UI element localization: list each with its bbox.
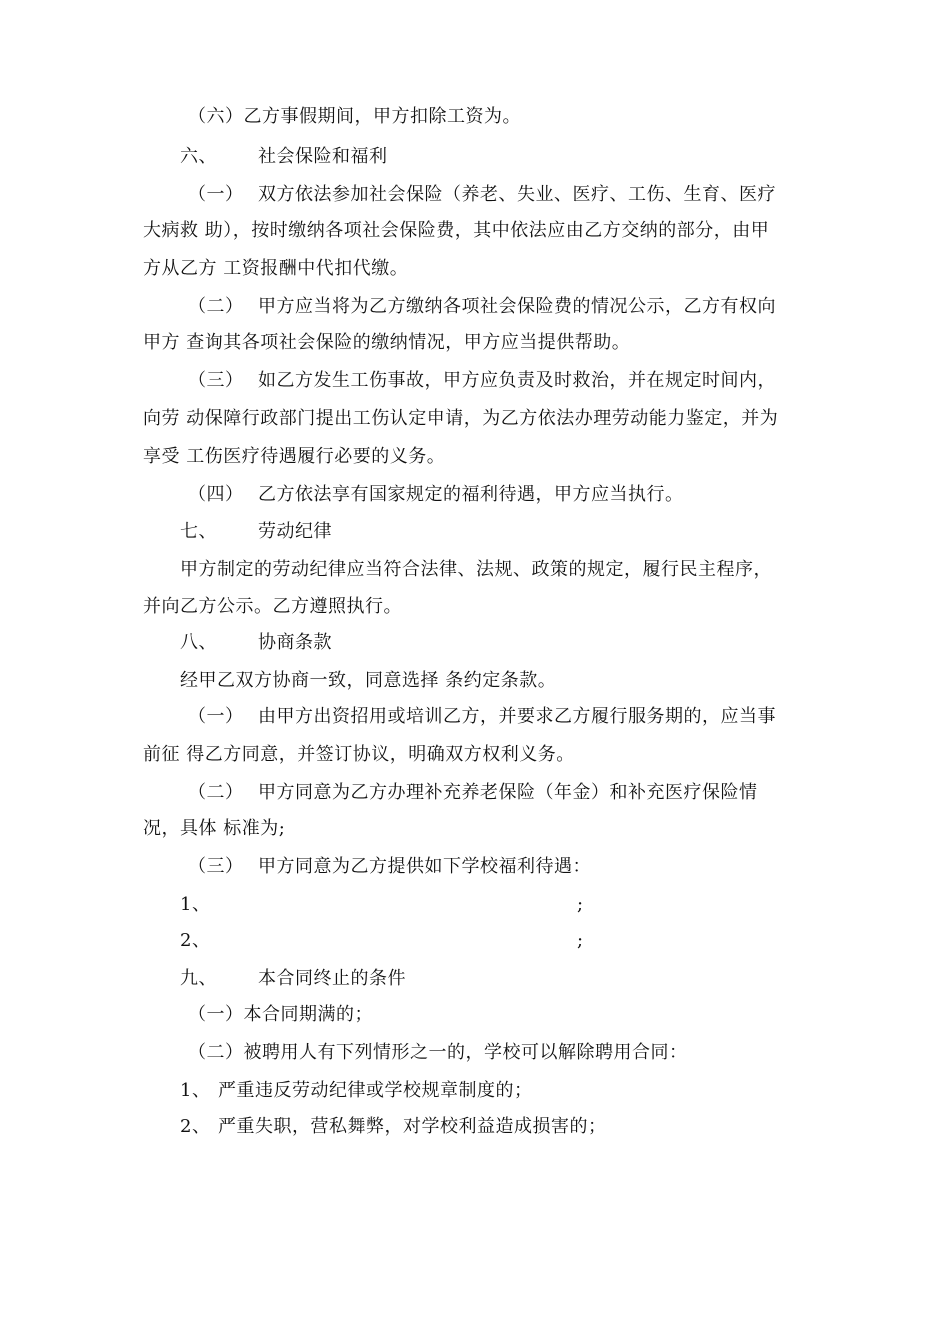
clause-6-3-cont2: 享受 工伤医疗待遇履行必要的义务。	[143, 446, 446, 467]
clause-8-3-text: 甲方同意为乙方提供如下学校福利待遇：	[258, 856, 591, 877]
section-8-title: 协商条款	[258, 632, 332, 653]
benefit-2-end: ;	[577, 930, 584, 951]
clause-6-1-cont2: 方从乙方 工资报酬中代扣代缴。	[143, 258, 409, 279]
benefit-1-number: 1、	[180, 894, 211, 915]
clause-6-4-text: 乙方依法享有国家规定的福利待遇，甲方应当执行。	[258, 484, 684, 505]
clause-8-2-cont: 况，具体 标准为;	[143, 818, 286, 839]
clause-6-2-text: 甲方应当将为乙方缴纳各项社会保险费的情况公示，乙方有权向	[258, 296, 776, 317]
section-9-number: 九、	[180, 968, 217, 989]
section-6-number: 六、	[180, 146, 217, 167]
clause-8-1-text: 由甲方出资招用或培训乙方，并要求乙方履行服务期的，应当事	[258, 706, 776, 727]
clause-8-1-label: （一）	[188, 706, 244, 727]
section-8-number: 八、	[180, 632, 217, 653]
clause-6-3-text: 如乙方发生工伤事故，甲方应负责及时救治，并在规定时间内，	[258, 370, 776, 391]
clause-6-1-text: 双方依法参加社会保险（养老、失业、医疗、工伤、生育、医疗	[258, 184, 776, 205]
clause-8-2-text: 甲方同意为乙方办理补充养老保险（年金）和补充医疗保险情	[258, 782, 758, 803]
item-9-2-1-text: 严重违反劳动纪律或学校规章制度的；	[218, 1080, 533, 1101]
clause-8-1-cont: 前征 得乙方同意，并签订协议，明确双方权利义务。	[143, 744, 575, 765]
item-9-2-2-text: 严重失职，营私舞弊，对学校利益造成损害的；	[218, 1116, 607, 1137]
item-9-2-2-number: 2、	[180, 1116, 211, 1137]
section-7-number: 七、	[180, 521, 217, 542]
section-7-text: 甲方制定的劳动纪律应当符合法律、法规、政策的规定，履行民主程序，	[180, 559, 772, 580]
clause-6-2-cont1: 甲方 查询其各项社会保险的缴纳情况，甲方应当提供帮助。	[143, 332, 631, 353]
section-7-title: 劳动纪律	[258, 521, 332, 542]
clause-8-2-label: （二）	[188, 782, 244, 803]
benefit-2-number: 2、	[180, 930, 211, 951]
clause-6-2-label: （二）	[188, 296, 244, 317]
section-6-title: 社会保险和福利	[258, 146, 388, 167]
clause-6-4-label: （四）	[188, 484, 244, 505]
section-7-cont: 并向乙方公示。乙方遵照执行。	[143, 596, 402, 617]
clause-8-3-label: （三）	[188, 856, 244, 877]
clause-6-3-label: （三）	[188, 370, 244, 391]
clause-6-1-label: （一）	[188, 184, 244, 205]
clause-9-2: （二）被聘用人有下列情形之一的，学校可以解除聘用合同：	[188, 1042, 688, 1063]
benefit-1-end: ;	[577, 894, 584, 915]
clause-6-6: （六）乙方事假期间，甲方扣除工资为。	[188, 106, 521, 127]
section-8-intro: 经甲乙双方协商一致，同意选择 条约定条款。	[180, 670, 557, 691]
item-9-2-1-number: 1、	[180, 1080, 211, 1101]
clause-9-1: （一）本合同期满的；	[188, 1004, 373, 1025]
clause-6-3-cont1: 向劳 动保障行政部门提出工伤认定申请，为乙方依法办理劳动能力鉴定，并为	[143, 408, 779, 429]
clause-6-1-cont1: 大病救 助），按时缴纳各项社会保险费，其中依法应由乙方交纳的部分，由甲	[143, 220, 770, 241]
section-9-title: 本合同终止的条件	[258, 968, 406, 989]
